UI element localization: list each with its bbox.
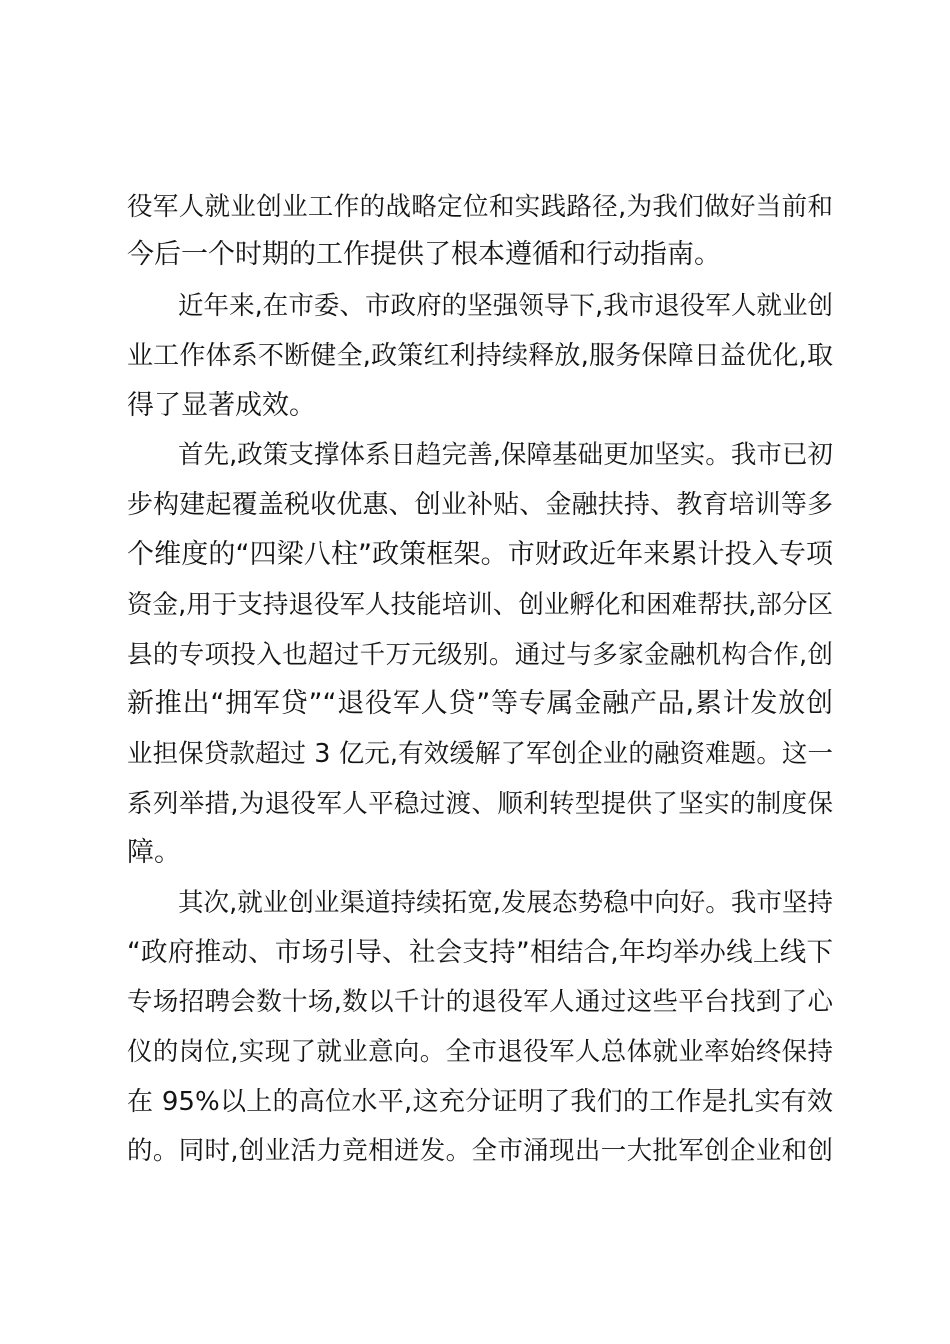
text-line-4: 业工作体系不断健全,政策红利持续释放,服务保障日益优化,取 xyxy=(127,341,833,371)
text-line-3: 近年来,在市委、市政府的坚强领导下,我市退役军人就业创 xyxy=(178,291,833,321)
text-line-6: 首先,政策支撑体系日趋完善,保障基础更加坚实。我市已初 xyxy=(178,440,833,470)
text-line-1: 役军人就业创业工作的战略定位和实践路径,为我们做好当前和 xyxy=(127,192,833,222)
text-line-19: 在 95%以上的高位水平,这充分证明了我们的工作是扎实有效 xyxy=(127,1087,833,1117)
text-line-7: 步构建起覆盖税收优惠、创业补贴、金融扶持、教育培训等多 xyxy=(127,490,833,520)
text-line-5: 得了显著成效。 xyxy=(127,390,316,421)
text-line-8: 个维度的“四梁八柱”政策框架。市财政近年来累计投入专项 xyxy=(127,539,833,570)
text-line-17: 专场招聘会数十场,数以千计的退役军人通过这些平台找到了心 xyxy=(127,987,833,1017)
text-line-16: “政府推动、市场引导、社会支持”相结合,年均举办线上线下 xyxy=(127,937,833,968)
text-line-2: 今后一个时期的工作提供了根本遵循和行动指南。 xyxy=(127,239,721,270)
text-line-20: 的。同时,创业活力竞相迸发。全市涌现出一大批军创企业和创 xyxy=(127,1136,833,1166)
text-line-11: 新推出“拥军贷”“退役军人贷”等专属金融产品,累计发放创 xyxy=(127,688,833,719)
text-line-15: 其次,就业创业渠道持续拓宽,发展态势稳中向好。我市坚持 xyxy=(178,888,833,918)
text-line-18: 仪的岗位,实现了就业意向。全市退役军人总体就业率始终保持 xyxy=(127,1037,833,1067)
text-line-13: 系列举措,为退役军人平稳过渡、顺利转型提供了坚实的制度保 xyxy=(127,789,833,819)
text-line-14: 障。 xyxy=(127,837,181,868)
text-line-10: 县的专项投入也超过千万元级别。通过与多家金融机构合作,创 xyxy=(127,640,833,670)
text-line-9: 资金,用于支持退役军人技能培训、创业孵化和困难帮扶,部分区 xyxy=(127,590,833,620)
text-line-12: 业担保贷款超过 3 亿元,有效缓解了军创企业的融资难题。这一 xyxy=(127,739,833,769)
